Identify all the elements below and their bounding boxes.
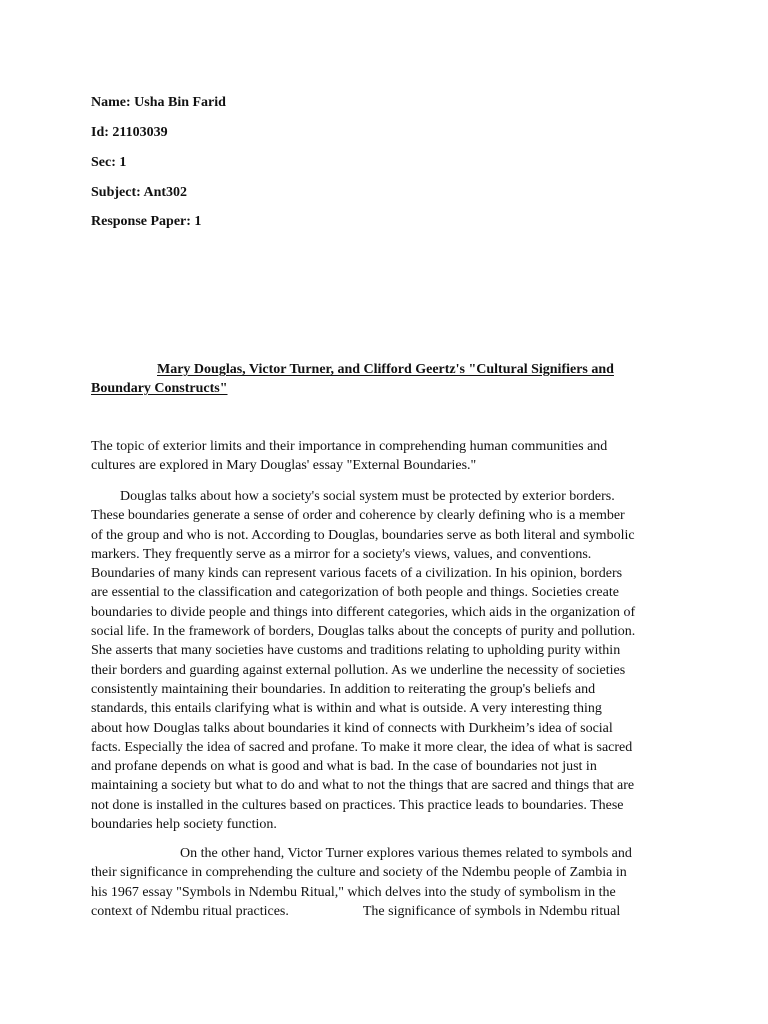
section: Sec: 1 — [91, 155, 127, 170]
paragraph-line: their borders and guarding against external pollution. As we underline the necessity of societies — [91, 662, 626, 678]
paragraph-line: about how Douglas talks about boundaries it kind of connects with Durkheim’s idea of social — [91, 720, 613, 736]
paragraph-line: are essential to the classification and categorization of both people and things. Societies create — [91, 585, 619, 601]
paragraph-intro — [91, 437, 661, 476]
title-line-1: Mary Douglas, Victor Turner, and Clifford Geertz's "Cultural Signifiers and — [157, 362, 614, 377]
paragraph-line: She asserts that many societies have customs and traditions relating to upholding purity within — [91, 643, 621, 659]
paragraph-line: his 1967 essay "Symbols in Ndembu Ritual," which delves into the study of symbolism in the — [91, 884, 616, 900]
response-paper-number: Response Paper: 1 — [91, 214, 202, 229]
paragraph-line: markers. They frequently serve as a mirror for a society's views, values, and conventions. — [91, 546, 592, 562]
paragraph-line: cultures are explored in Mary Douglas' essay "External Boundaries." — [91, 458, 477, 474]
paragraph-line: not done is installed in the cultures based on practices. This practice leads to boundaries. These — [91, 797, 624, 813]
student-name: Name: Usha Bin Farid — [91, 95, 226, 110]
paragraph-turner — [91, 844, 661, 921]
student-id: Id: 21103039 — [91, 125, 168, 140]
paragraph-line-continuation: The significance of symbols in Ndembu ritual — [362, 903, 621, 919]
paragraph-line: boundaries to divide people and things into different categories, which aids in the organization of — [91, 604, 636, 620]
paragraph-line: maintaining a society but what to do and what to not the things that are sacred and things that are — [91, 778, 635, 794]
paragraph-line: of the group and who is not. According to Douglas, boundaries serve as both literal and symbolic — [91, 527, 635, 543]
paragraph-line: Douglas talks about how a society's social system must be protected by exterior borders. — [120, 489, 615, 504]
title-line-2: Boundary Constructs" — [91, 381, 228, 396]
paragraph-line: their significance in comprehending the culture and society of the Ndembu people of Zambia in — [91, 865, 627, 881]
paragraph-line: Boundaries of many kinds can represent various facets of a civilization. In his opinion, borders — [91, 566, 623, 582]
paragraph-line: and profane depends on what is good and what is bad. In the case of boundaries not just in — [91, 759, 597, 775]
paragraph-line: consistently maintaining their boundaries. In addition to reiterating the group's beliefs and — [91, 681, 596, 697]
paragraph-line: boundaries help society function. — [91, 817, 277, 833]
paragraph-line: standards, this entails clarifying what is within and what is outside. A very interesting thing — [91, 701, 602, 717]
paragraph-line: These boundaries generate a sense of order and coherence by clearly defining who is a member — [91, 508, 625, 524]
paragraph-line: The topic of exterior limits and their importance in comprehending human communities and — [91, 439, 608, 454]
paragraph-line — [91, 902, 661, 921]
paragraph-line: On the other hand, Victor Turner explores various themes related to symbols and — [180, 846, 632, 861]
paper-title — [91, 360, 671, 398]
subject: Subject: Ant302 — [91, 185, 188, 200]
paragraph-line: social life. In the framework of borders, Douglas talks about the concepts of purity and pollution. — [91, 624, 636, 640]
paragraph-line: facts. Especially the idea of sacred and profane. To make it more clear, the idea of what is sacred — [91, 739, 633, 755]
paragraph-douglas — [91, 487, 661, 834]
paragraph-line-start: context of Ndembu ritual practices. — [91, 903, 289, 919]
